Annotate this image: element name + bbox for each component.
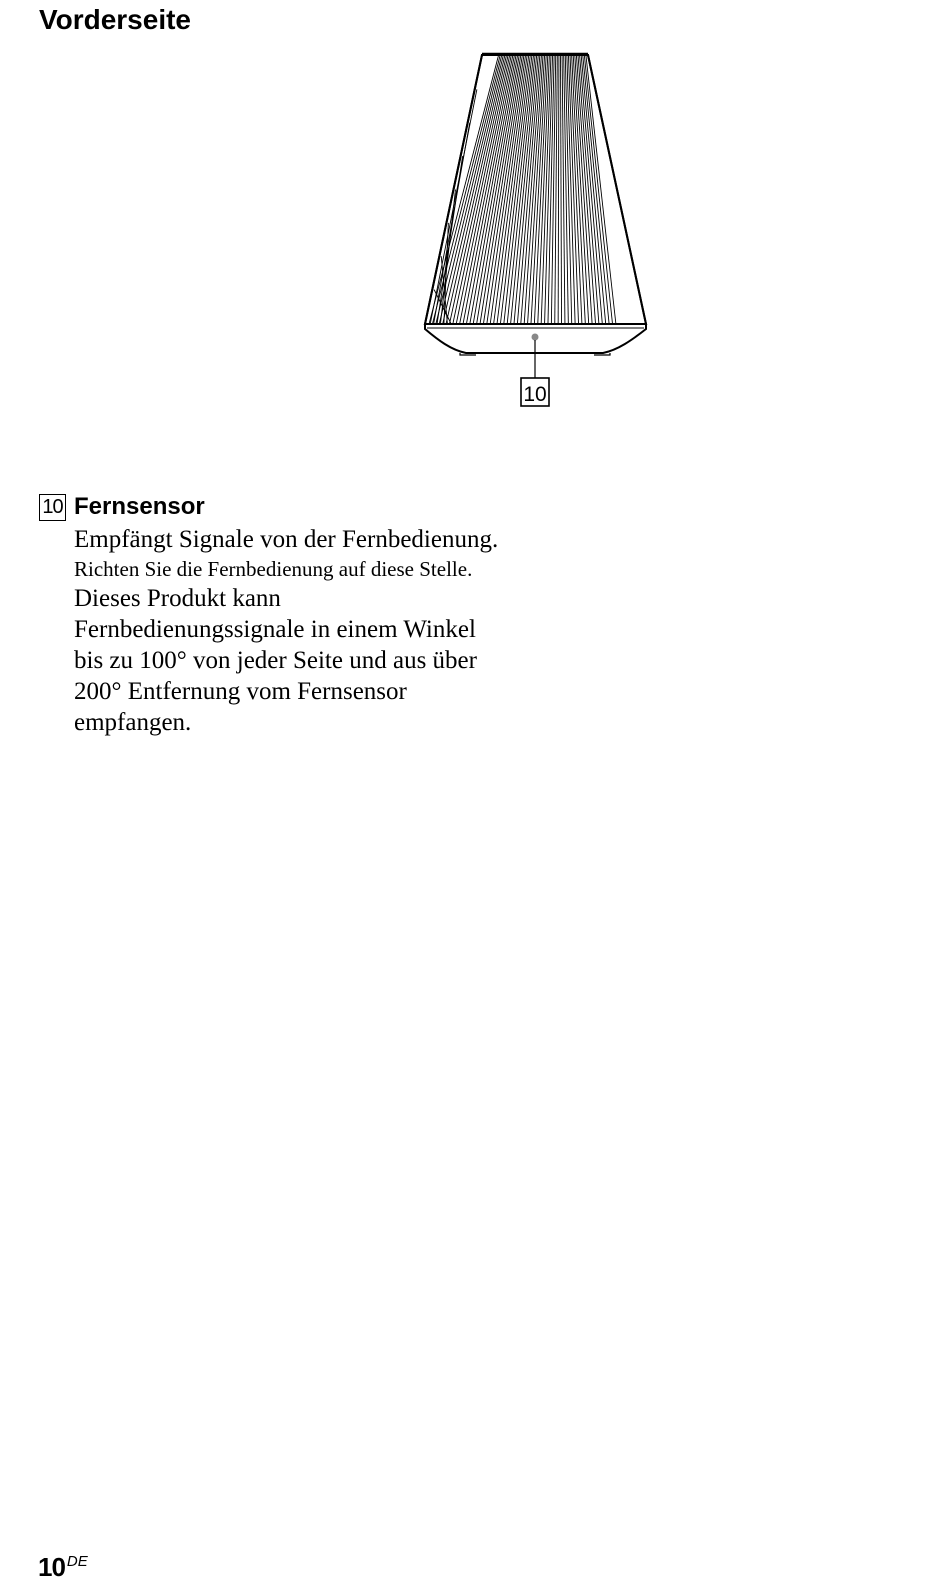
page-number-value: 10 bbox=[38, 1552, 65, 1582]
item-description bbox=[74, 524, 599, 738]
section-title: Vorderseite bbox=[39, 4, 191, 35]
description-line: Fernbedienungssignale in einem Winkel bbox=[74, 616, 476, 643]
item-title: Fernsensor bbox=[74, 493, 205, 520]
description-line: Empfängt Signale von der Fernbedienung. bbox=[74, 526, 499, 553]
page-number bbox=[38, 1552, 88, 1583]
speaker-front-illustration bbox=[400, 40, 680, 420]
description-line: bis zu 100° von jeder Seite und aus über bbox=[74, 647, 477, 674]
language-code: DE bbox=[66, 1553, 88, 1570]
description-line: Richten Sie die Fernbedienung auf diese Stelle. bbox=[74, 557, 473, 581]
component-description bbox=[39, 490, 599, 738]
item-number-box: 10 bbox=[39, 494, 66, 521]
svg-text:10: 10 bbox=[523, 383, 547, 406]
description-line: Dieses Produkt kann bbox=[74, 585, 281, 612]
remote-sensor-indicator bbox=[532, 334, 539, 341]
speaker-body bbox=[425, 54, 646, 324]
description-line: 200° Entfernung vom Fernsensor bbox=[74, 678, 407, 705]
callout-number-box bbox=[521, 378, 549, 406]
description-line: empfangen. bbox=[74, 709, 192, 736]
